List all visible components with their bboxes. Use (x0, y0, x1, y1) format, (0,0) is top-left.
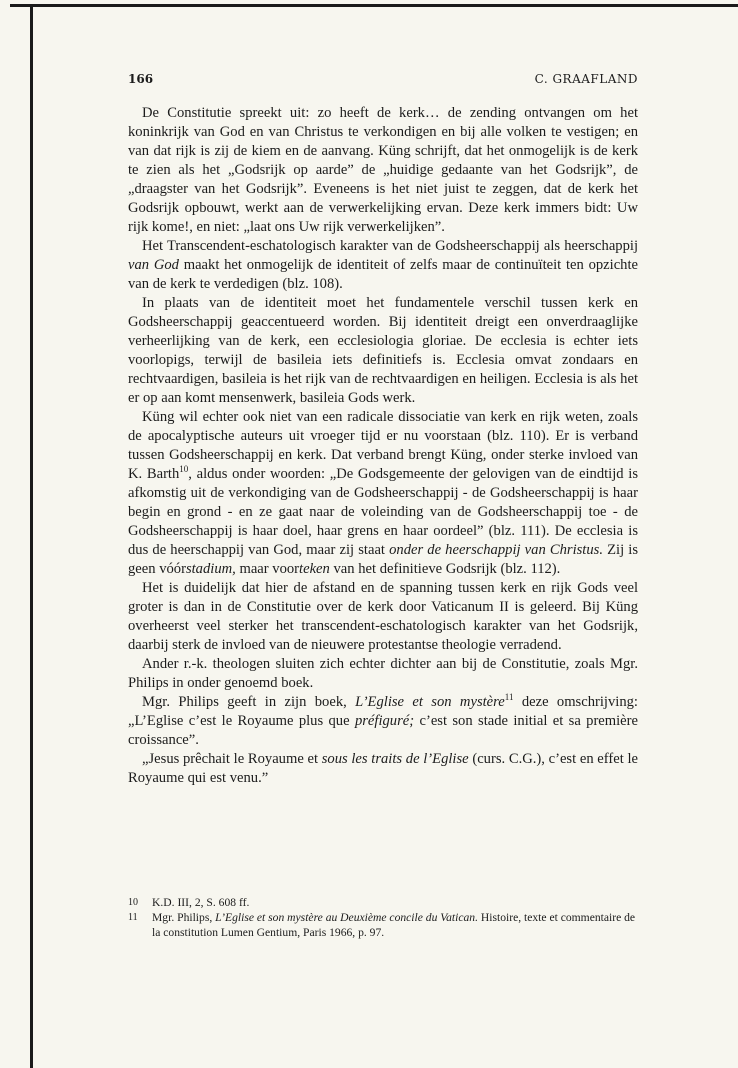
running-head: C. GRAAFLAND (534, 72, 638, 86)
text-run: maar voor (235, 561, 300, 577)
page-header (128, 72, 638, 92)
text-run: In plaats van de identiteit moet het fundamentele verschil tussen kerk en Godsheerschappij geaccentueerd worden. Bij identiteit dreigt een onverdraaglijke verheerlijking van de kerk, een ecclesiologia gloriae. De ecclesia is echter iets voorlopigs, terwijl de basileia iets definitiefs is. Ecclesia omvat zondaars en rechtvaardigen, basileia is het rijk van de rechtvaardigen en heiligen. Ecclesia is als het er op aan komt mensenwerk, basileia Gods werk. (128, 295, 638, 406)
text-run: maakt het onmogelijk de identiteit of zelfs maar de continuïteit ten opzichte van de kerk te verdedigen (blz. 108). (128, 257, 638, 292)
paragraph (128, 408, 638, 579)
footnote-mark: 10 (128, 897, 138, 908)
italic-run: stadium, (185, 561, 236, 577)
footnote (128, 895, 638, 910)
paragraph (128, 237, 638, 294)
text-run: K.D. III, 2, S. 608 ff. (152, 896, 250, 909)
page-number: 166 (128, 72, 154, 86)
footnotes (128, 895, 638, 940)
text-run: van het definitieve Godsrijk (blz. 112). (329, 561, 561, 577)
paragraph (128, 655, 638, 693)
paragraph (128, 579, 638, 655)
italic-run: teken (299, 561, 330, 577)
italic-run: van God (128, 257, 179, 273)
footnote-mark: 11 (128, 912, 138, 923)
text-run: Mgr. Philips, (152, 911, 216, 924)
footnote-ref: 11 (504, 692, 514, 703)
italic-run: L’Eglise et son mystère (355, 694, 505, 710)
paragraph (128, 104, 638, 237)
text-run: Ander r.-k. theologen sluiten zich echter dichter aan bij de Constitutie, zoals Mgr. Philips in onder genoemd boek. (128, 656, 638, 691)
paragraph (128, 294, 638, 408)
text-run: Zij is geen vóór (128, 542, 638, 577)
paragraph (128, 693, 638, 750)
footnote-ref: 10 (179, 464, 189, 475)
italic-run: préfiguré; (354, 713, 415, 729)
italic-run: sous les traits de l’Eglise (321, 751, 469, 767)
italic-run: L’Eglise et son mystère au Deuxième concile du Vatican. (215, 911, 478, 924)
paragraph (128, 750, 638, 788)
scan-edge-top (10, 4, 738, 7)
text-run: Histoire, texte et commentaire de la constitution Lumen Gentium, Paris 1966, p. 97. (152, 911, 636, 939)
text-run: „Jesus prêchait le Royaume et (142, 751, 322, 767)
footnote (128, 910, 638, 940)
text-run: Het is duidelijk dat hier de afstand en de spanning tussen kerk en rijk Gods veel groter is dan in de Constitutie over de kerk door Vaticanum II is geleerd. Bij Küng overheerst veel sterker het transcendent-eschatologisch karakter van het Godsrijk, daarbij sterk de invloed van de nieuwere protestantse theologie verradend. (128, 580, 638, 653)
text-run: , aldus onder woorden: „De Godsgemeente der gelovigen van de eindtijd is afkomstig uit de verkondiging van de Godsheerschappij - de Godsheerschappij is haar begin en grond - en ze gaat naar de voleinding van de Godsheerschappij toe - de Godsheerschappij is haar doel, haar grens en haar oordeel” (blz. 111). De ecclesia is dus de heerschappij van God, maar zij staat (128, 466, 638, 558)
italic-run: onder de heerschappij van Christus. (389, 542, 603, 558)
text-run: De Constitutie spreekt uit: zo heeft de kerk… de zending ontvangen om het koninkrijk van God en van Christus te verkondigen en bij alle volken te vestigen; en van dat rijk is zij de kiem en de aanvang. Küng schrijft, dat het onmogelijk is de kerk te zien als het „Godsrijk op aarde” de „huidige gedaante van het Godsrijk”, de „draagster van het Godsrijk”. Eveneens is het niet juist te zeggen, dat de kerk het Godsrijk opbouwt, werkt aan de verwerkelijking ervan. Deze kerk immers bidt: Uw rijk kome!, en niet: „laat ons Uw rijk verwerkelijken”. (128, 105, 638, 235)
text-run: Küng wil echter ook niet van een radicale dissociatie van kerk en rijk weten, zoals de apocalyptische auteurs uit vroeger tijd er nu voorstaan (blz. 110). Er is verband tussen Godsheerschappij en kerk. Dat verband brengt Küng, onder sterke invloed van K. Barth (128, 409, 638, 482)
text-run: (curs. C.G.), c’est en effet le Royaume qui est venu.” (128, 751, 638, 786)
text-run: c’est son stade initial et sa première croissance”. (128, 713, 639, 748)
body-text (128, 104, 638, 788)
text-run: Het Transcendent-eschatologisch karakter van de Godsheerschappij als heerschappij (142, 238, 638, 254)
text-run: Mgr. Philips geeft in zijn boek, (142, 694, 356, 710)
text-run: deze omschrijving: „L’Eglise c’est le Royaume plus que (128, 694, 638, 729)
scan-edge-left (30, 4, 33, 1068)
